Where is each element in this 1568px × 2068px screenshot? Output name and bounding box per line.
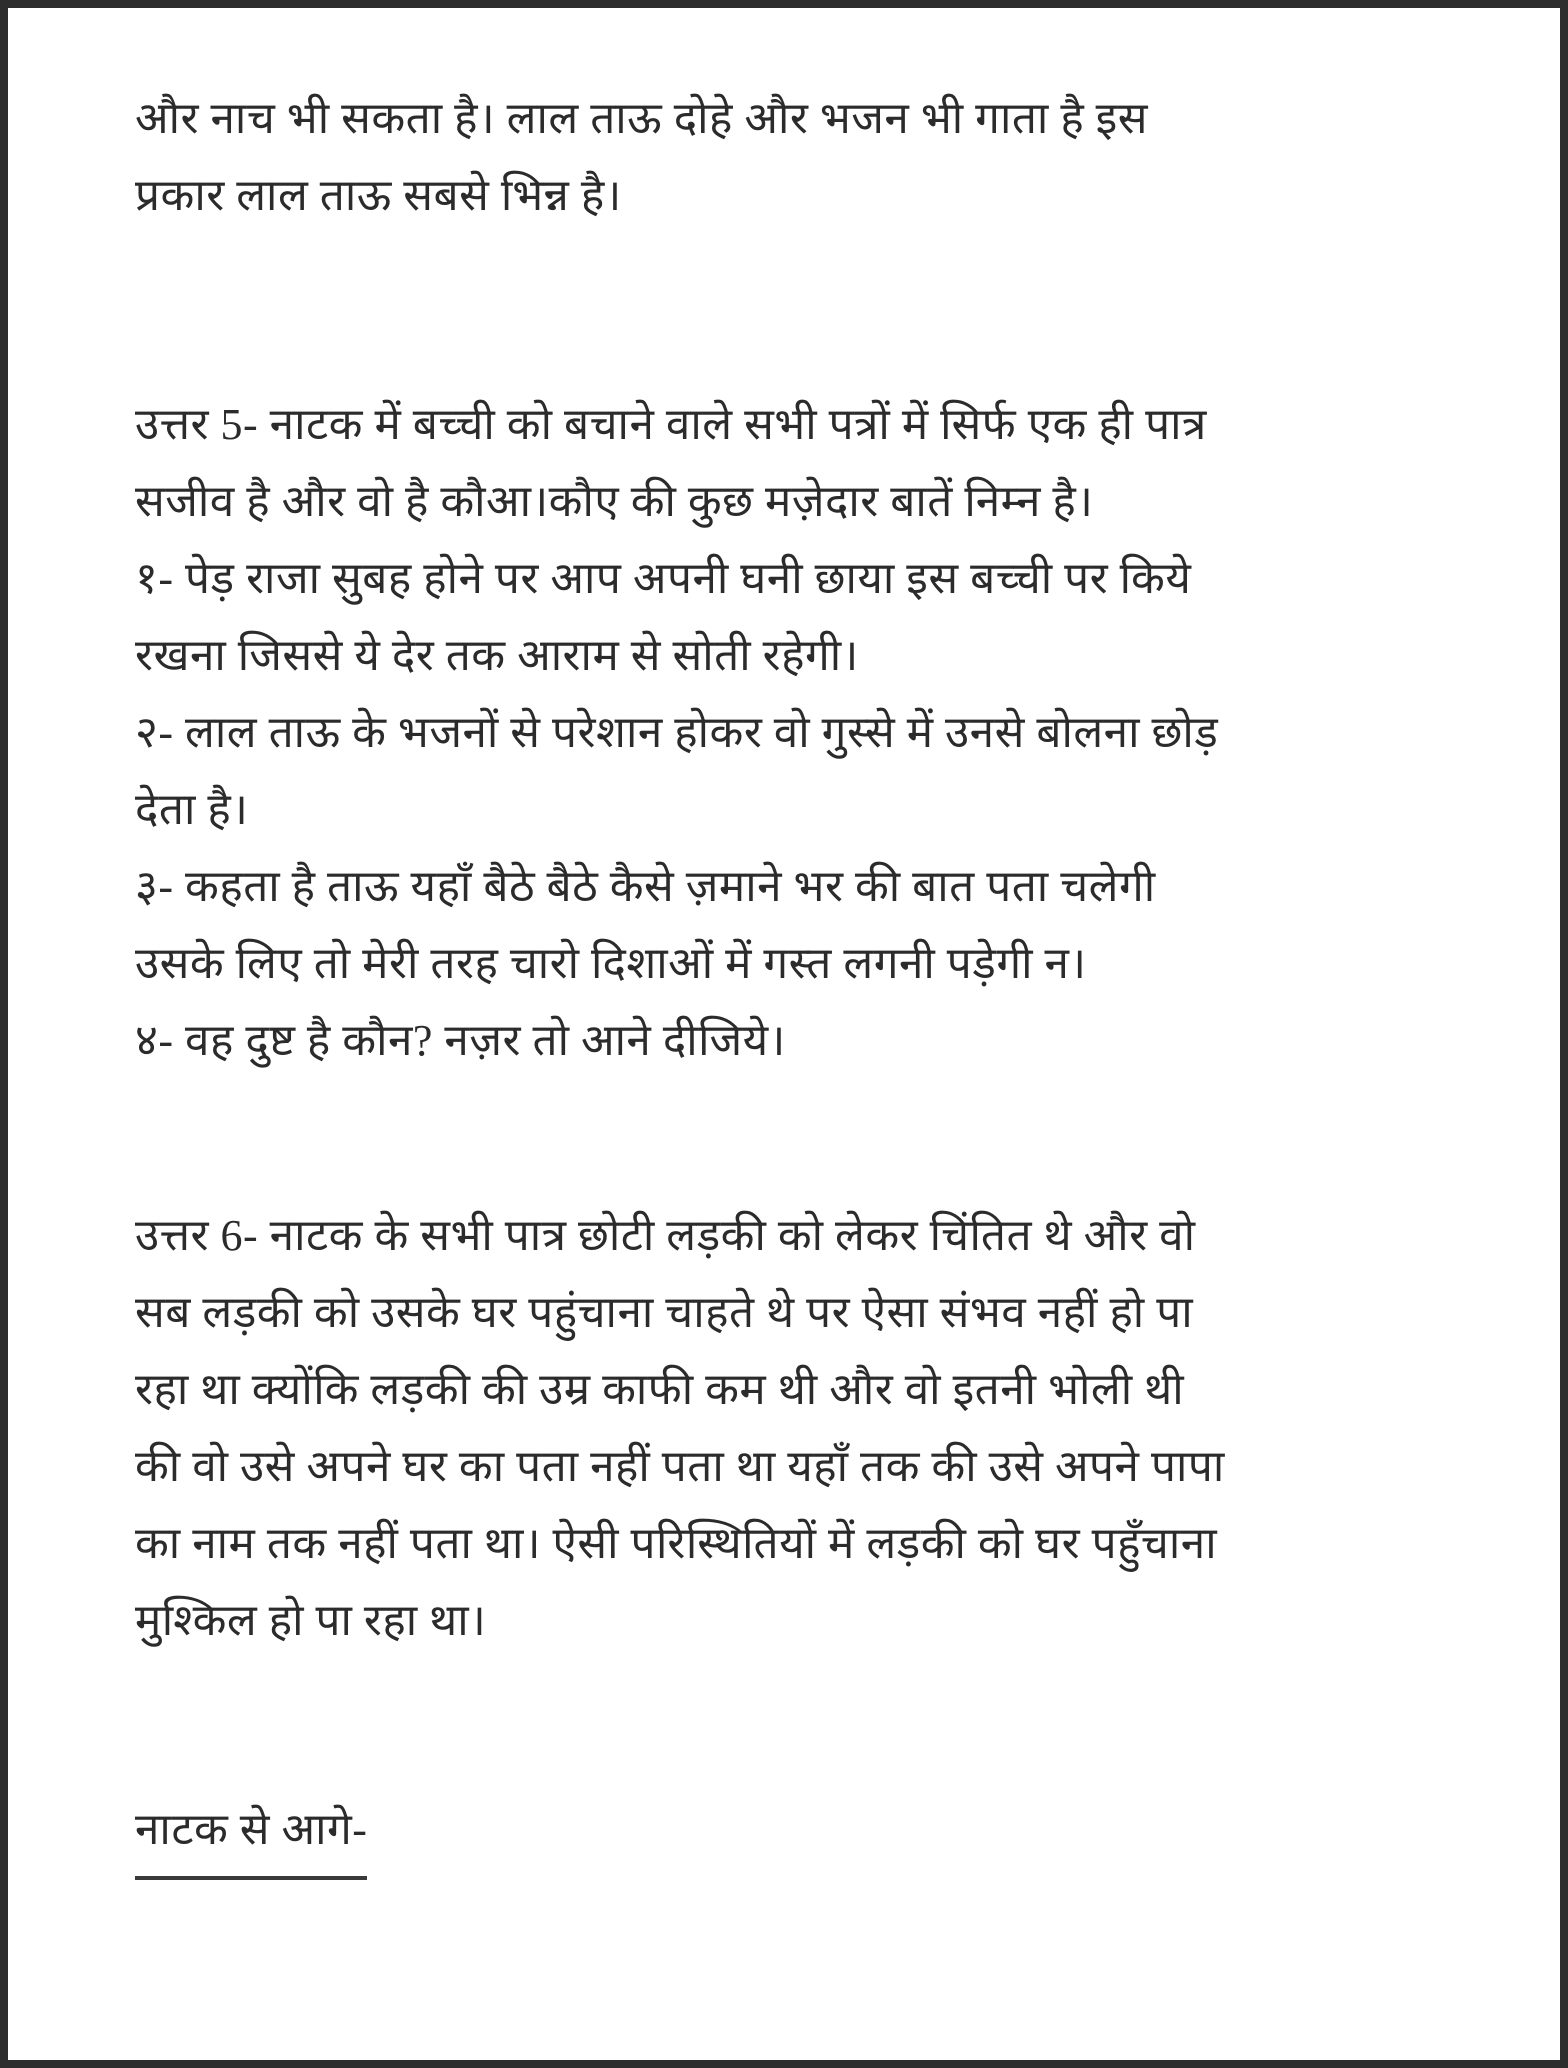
list-item-1: १- पेड़ राजा सुबह होने पर आप अपनी घनी छाया इस बच्ची पर किये [135,554,1192,603]
text-line: सब लड़की को उसके घर पहुंचाना चाहते थे पर ऐसा संभव नहीं हो पा [135,1288,1194,1337]
text-line: उत्तर 6- नाटक के सभी पात्र छोटी लड़की को लेकर चिंतित थे और वो [135,1211,1196,1260]
text-line: सजीव है और वो है कौआ।कौए की कुछ मज़ेदार बातें निम्न है। [135,477,1094,526]
text-line: और नाच भी सकता है। लाल ताऊ दोहे और भजन भी गाता है इस [135,94,1149,143]
paragraph-answer-6 [135,1197,1465,1659]
text-line: उत्तर 5- नाटक में बच्ची को बचाने वाले सभी पत्रों में सिर्फ एक ही पात्र [135,400,1207,449]
paragraph-answer-5 [135,386,1465,1079]
text-line: देता है। [135,785,249,834]
text-line: की वो उसे अपने घर का पता नहीं पता था यहाँ तक की उसे अपने पापा [135,1442,1225,1491]
list-item-3: ३- कहता है ताऊ यहाँ बैठे बैठे कैसे ज़माने भर की बात पता चलेगी [135,862,1156,911]
paragraph-intro [135,80,1465,234]
text-line: रहा था क्योंकि लड़की की उम्र काफी कम थी और वो इतनी भोली थी [135,1365,1185,1414]
section-heading-underlined [135,1791,1465,1880]
text-line: प्रकार लाल ताऊ सबसे भिन्न है। [135,171,622,220]
text-line: रखना जिससे ये देर तक आराम से सोती रहेगी। [135,631,859,680]
text-line: उसके लिए तो मेरी तरह चारो दिशाओं में गस्त लगनी पड़ेगी न। [135,939,1087,988]
text-line: मुश्किल हो पा रहा था। [135,1596,487,1645]
text-line: का नाम तक नहीं पता था। ऐसी परिस्थितियों में लड़की को घर पहुँचाना [135,1519,1218,1568]
section-heading-text: नाटक से आगे- [135,1791,367,1880]
page-content [8,8,1560,1880]
list-item-2: २- लाल ताऊ के भजनों से परेशान होकर वो गुस्से में उनसे बोलना छोड़ [135,708,1219,757]
list-item-4: ४- वह दुष्ट है कौन? नज़र तो आने दीजिये। [135,1016,786,1065]
